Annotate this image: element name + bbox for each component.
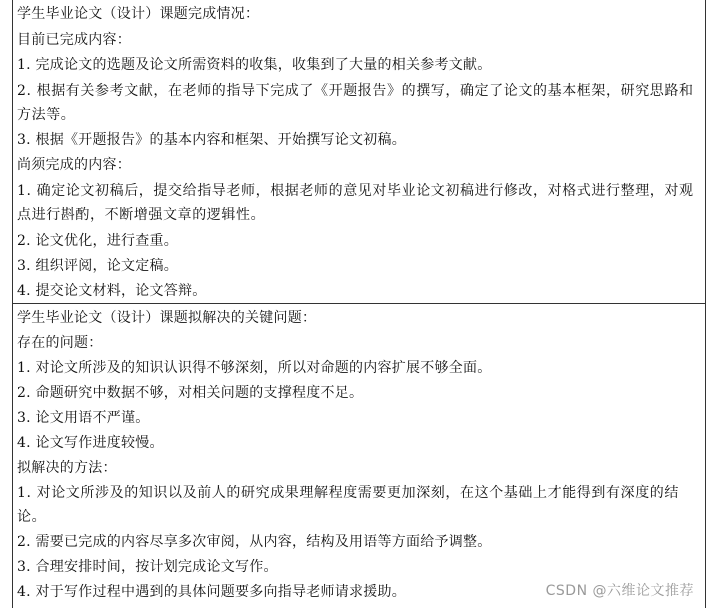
methods-label: 拟解决的方法： (17, 460, 117, 476)
problem-item-3: 3. 论文用语不严谨。 (17, 410, 150, 426)
method-item-1: 1. 对论文所涉及的知识以及前人的研究成果理解程度需要更加深刻，在这个基础上才能得到有深度的结论。 (17, 485, 680, 525)
problems-label: 存在的问题： (17, 335, 103, 351)
method-item-2: 2. 需要已完成的内容尽享多次审阅，从内容，结构及用语等方面给予调整。 (17, 534, 492, 550)
completion-section (13, 0, 705, 304)
problem-item-2: 2. 命题研究中数据不够，对相关问题的支撑程度不足。 (17, 385, 364, 401)
todo-item-4: 4. 提交论文材料，论文答辩。 (17, 283, 207, 299)
done-item-2: 2. 根据有关参考文献，在老师的指导下完成了《开题报告》的撰写，确定了论文的基本框架，研究思路和方法等。 (17, 83, 694, 123)
done-item-1: 1. 完成论文的选题及论文所需资料的收集，收集到了大量的相关参考文献。 (17, 57, 492, 73)
done-item-3: 3. 根据《开题报告》的基本内容和框架、开始撰写论文初稿。 (17, 132, 407, 148)
done-label: 目前已完成内容： (17, 32, 131, 48)
section-heading: 学生毕业论文（设计）课题拟解决的关键问题： (17, 310, 317, 326)
method-item-3: 3. 合理安排时间，按计划完成论文写作。 (17, 559, 278, 575)
todo-item-2: 2. 论文优化，进行查重。 (17, 233, 179, 249)
progress-report-table (12, 0, 706, 608)
problem-item-1: 1. 对论文所涉及的知识认识得不够深刻，所以对命题的内容扩展不够全面。 (17, 360, 492, 376)
method-item-4: 4. 对于写作过程中遇到的具体问题要多向指导老师请求援助。 (17, 584, 407, 600)
todo-label: 尚须完成的内容： (17, 157, 131, 173)
todo-item-3: 3. 组织评阅，论文定稿。 (17, 258, 179, 274)
section-heading: 学生毕业论文（设计）课题完成情况： (17, 6, 260, 22)
csdn-watermark: CSDN @六维论文推荐 (545, 583, 694, 599)
key-problems-section (13, 304, 705, 608)
todo-item-1: 1. 确定论文初稿后，提交给指导老师，根据老师的意见对毕业论文初稿进行修改，对格式进行整理，对观点进行斟酌，不断增强文章的逻辑性。 (17, 183, 694, 223)
problem-item-4: 4. 论文写作进度较慢。 (17, 435, 164, 451)
